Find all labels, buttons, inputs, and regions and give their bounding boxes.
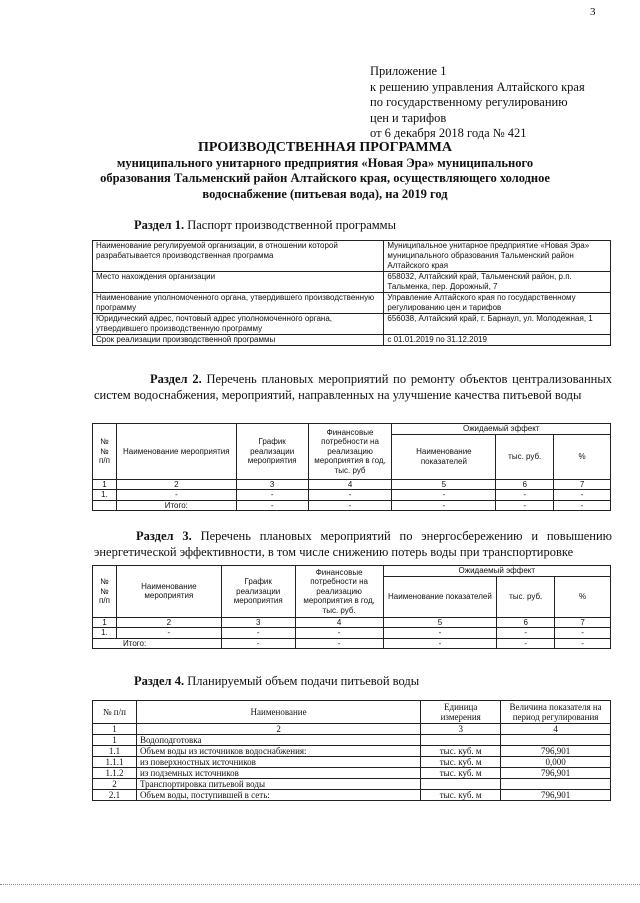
table-row: 1.1.2 из подземных источников тыс. куб. м 796,901 xyxy=(93,768,611,779)
table-row: Юридический адрес, почтовый адрес уполномоченного органа, утвердившего производственную программу 656038, Алтайский край, г. Барнаул, ул. Молодежная, 1 xyxy=(93,314,611,335)
page-number: 3 xyxy=(590,6,596,18)
volume-table xyxy=(92,700,611,801)
page-bottom-divider xyxy=(0,884,640,885)
table-row: 1.1 Объем воды из источников водоснабжения: тыс. куб. м 796,901 xyxy=(93,746,611,757)
table-header-row: №№ п/п Наименование мероприятия График реализации мероприятия Финансовые потребности на реализацию мероприятия в год, тыс. руб. Ожидаемый эффект xyxy=(93,566,611,577)
events-table-3 xyxy=(92,565,611,649)
table-header-row: Наименование показателей тыс. руб. % xyxy=(93,434,611,479)
table-header-row: № п/п Наименование Единица измерения Величина показателя на период регулирования xyxy=(93,701,611,724)
title-line: образования Тальменский район Алтайского края, осуществляющего холодное xyxy=(100,171,550,185)
section-1-heading: Раздел 1. Паспорт производственной программы xyxy=(134,218,396,232)
table-row: 1 Водоподготовка xyxy=(93,735,611,746)
table-row: 1.1.1 из поверхностных источников тыс. куб. м 0,000 xyxy=(93,757,611,768)
table-row: 1 2 3 4 5 6 7 xyxy=(93,479,611,490)
table-row: Итого: - - - - - xyxy=(93,638,611,649)
appendix-line: от 6 декабря 2018 года № 421 xyxy=(370,126,527,140)
table-row: 1 2 3 4 5 6 7 xyxy=(93,617,611,628)
appendix-line: по государственному регулированию xyxy=(370,95,568,109)
events-table-2 xyxy=(92,423,611,511)
title-line: муниципального унитарного предприятия «Новая Эра» муниципального xyxy=(116,155,534,170)
passport-table xyxy=(92,240,611,346)
table-row: Наименование регулируемой организации, в отношении которой разрабатывается производственная программа Муниципальное унитарное предприятие «Новая Эра» муниципального образования Тальменский район Алтайского края xyxy=(93,241,611,272)
appendix-line: к решению управления Алтайского края xyxy=(370,79,585,94)
table-row: 1. - - - - - - xyxy=(93,490,611,501)
section-2-heading: Раздел 2. Перечень плановых мероприятий по ремонту объектов централизованных систем водоснабжения, мероприятий, направленных на улучшение качества питьевой воды xyxy=(94,372,612,402)
table-row: Итого: - - - - - xyxy=(93,500,611,511)
table-row: Наименование уполномоченного органа, утвердившего производственную программу Управление Алтайского края по государственному регулированию цен и тарифов xyxy=(93,293,611,314)
table-header-row: Наименование показателей тыс. руб. % xyxy=(93,576,611,617)
table-row: Место нахождения организации 658032, Алтайский край, Тальменский район, р.п. Тальменка, пер. Дорожный, 7 xyxy=(93,272,611,293)
appendix-block xyxy=(370,64,585,142)
document-title xyxy=(90,140,560,202)
table-row: 1 2 3 4 xyxy=(93,724,611,735)
section-4-heading: Раздел 4. Планируемый объем подачи питьевой воды xyxy=(134,674,420,688)
section-3-heading: Раздел 3. Перечень плановых мероприятий по энергосбережению и повышению энергетической эффективности, в том числе снижению потерь воды при транспортировке xyxy=(94,529,612,559)
table-row: 2 Транспортировка питьевой воды xyxy=(93,779,611,790)
appendix-line: Приложение 1 xyxy=(370,64,447,78)
table-row: Срок реализации производственной программы с 01.01.2019 по 31.12.2019 xyxy=(93,335,611,346)
title-main: ПРОИЗВОДСТВЕННАЯ ПРОГРАММА xyxy=(198,140,452,155)
table-row: 2.1 Объем воды, поступившей в сеть: тыс. куб. м 796,901 xyxy=(93,790,611,801)
appendix-line: цен и тарифов xyxy=(370,110,447,125)
table-row: 1. - - - - - - xyxy=(93,628,611,639)
title-line: водоснабжение (питьевая вода), на 2019 год xyxy=(202,186,448,201)
table-header-row: №№ п/п Наименование мероприятия График реализации мероприятия Финансовые потребности на реализацию мероприятия в год, тыс. руб Ожидаемый эффект xyxy=(93,424,611,435)
